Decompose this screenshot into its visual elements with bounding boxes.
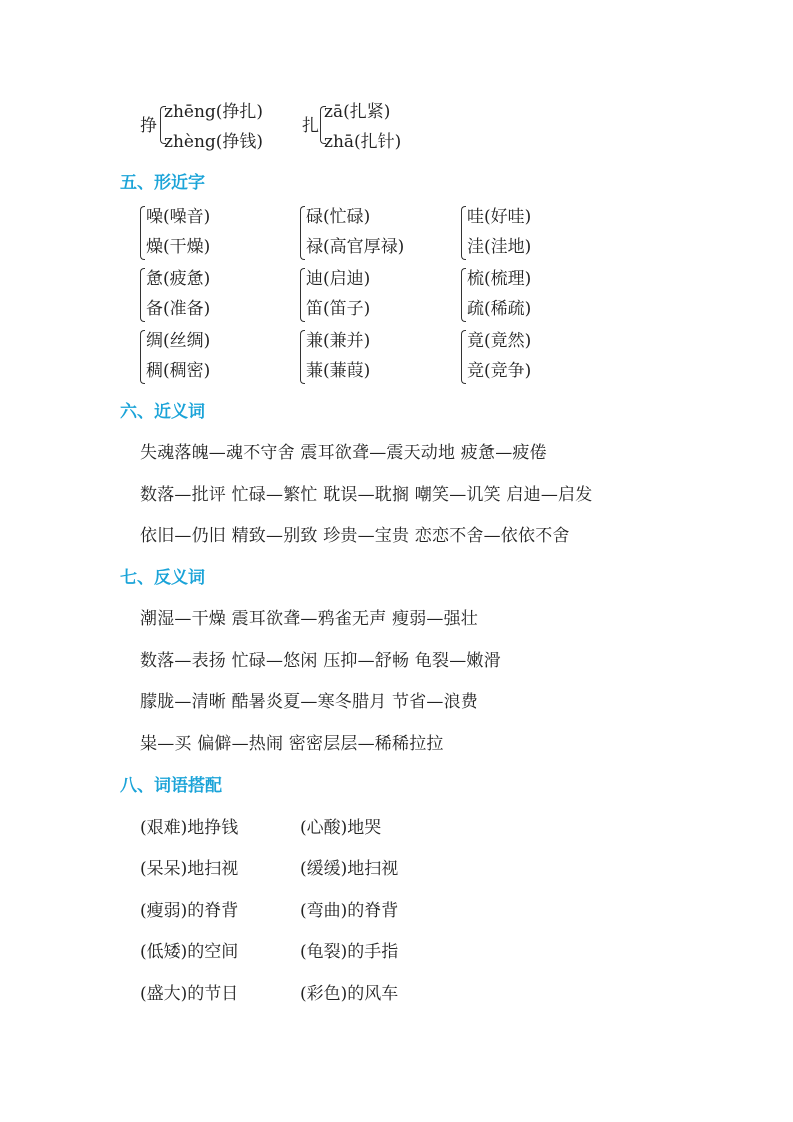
collocation-item: (龟裂)的手指 — [300, 942, 399, 962]
pair-item: 笛(笛子) — [306, 299, 371, 319]
brace-icon — [300, 268, 305, 322]
brace-icon — [300, 206, 305, 260]
pair-item: 惫(疲惫) — [146, 269, 211, 289]
antonym-row: 朦胧—清晰 酷暑炎夏—寒冬腊月 节省—浪费 — [140, 692, 479, 712]
pair-item: 噪(噪音) — [146, 207, 211, 227]
pair-item: 哇(好哇) — [467, 207, 532, 227]
pair-item: 疏(稀疏) — [467, 299, 532, 319]
polyphone-reading: zhēng(挣扎) — [164, 102, 264, 122]
collocation-item: (艰难)地挣钱 — [140, 818, 239, 838]
synonym-row: 数落—批评 忙碌—繁忙 耽误—耽搁 嘲笑—讥笑 启迪—启发 — [140, 485, 593, 505]
pair-item: 洼(洼地) — [467, 237, 532, 257]
section-heading-antonyms: 七、反义词 — [120, 568, 205, 588]
polyphone-reading: zhèng(挣钱) — [164, 132, 264, 152]
section-heading-collocations: 八、词语搭配 — [120, 776, 222, 796]
brace-icon — [300, 330, 305, 384]
pair-item: 燥(干燥) — [146, 237, 211, 257]
antonym-row: 潮湿—干燥 震耳欲聋—鸦雀无声 瘦弱—强壮 — [140, 609, 479, 629]
pair-item: 碌(忙碌) — [306, 207, 371, 227]
collocation-item: (彩色)的风车 — [300, 984, 399, 1004]
brace-icon — [140, 206, 145, 260]
brace-icon — [461, 268, 466, 322]
collocation-item: (瘦弱)的脊背 — [140, 901, 239, 921]
collocation-item: (低矮)的空间 — [140, 942, 239, 962]
polyphone-char: 挣 — [140, 116, 157, 136]
collocation-item: (盛大)的节日 — [140, 984, 239, 1004]
polyphone-reading: zhā(扎针) — [324, 132, 402, 152]
antonym-row: 数落—表扬 忙碌—悠闲 压抑—舒畅 龟裂—嫩滑 — [140, 651, 501, 671]
collocation-item: (缓缓)地扫视 — [300, 859, 399, 879]
pair-item: 备(准备) — [146, 299, 211, 319]
synonym-row: 依旧—仍旧 精致—别致 珍贵—宝贵 恋恋不舍—依依不舍 — [140, 526, 570, 546]
brace-icon — [461, 330, 466, 384]
polyphone-reading: zā(扎紧) — [324, 102, 391, 122]
brace-icon — [461, 206, 466, 260]
pair-item: 蒹(蒹葭) — [306, 361, 371, 381]
pair-item: 禄(高官厚禄) — [306, 237, 405, 257]
brace-icon — [140, 268, 145, 322]
pair-item: 迪(启迪) — [306, 269, 371, 289]
collocation-item: (呆呆)地扫视 — [140, 859, 239, 879]
pair-item: 竟(竟然) — [467, 331, 532, 351]
section-heading-similar-chars: 五、形近字 — [120, 173, 205, 193]
collocation-item: (心酸)地哭 — [300, 818, 382, 838]
pair-item: 绸(丝绸) — [146, 331, 211, 351]
pair-item: 梳(梳理) — [467, 269, 532, 289]
antonym-row: 粜—买 偏僻—热闹 密密层层—稀稀拉拉 — [140, 734, 444, 754]
pair-item: 兼(兼并) — [306, 331, 371, 351]
synonym-row: 失魂落魄—魂不守舍 震耳欲聋—震天动地 疲惫—疲倦 — [140, 443, 547, 463]
brace-icon — [140, 330, 145, 384]
polyphone-char: 扎 — [302, 116, 319, 136]
pair-item: 竞(竞争) — [467, 361, 532, 381]
pair-item: 稠(稠密) — [146, 361, 211, 381]
collocation-item: (弯曲)的脊背 — [300, 901, 399, 921]
section-heading-synonyms: 六、近义词 — [120, 402, 205, 422]
